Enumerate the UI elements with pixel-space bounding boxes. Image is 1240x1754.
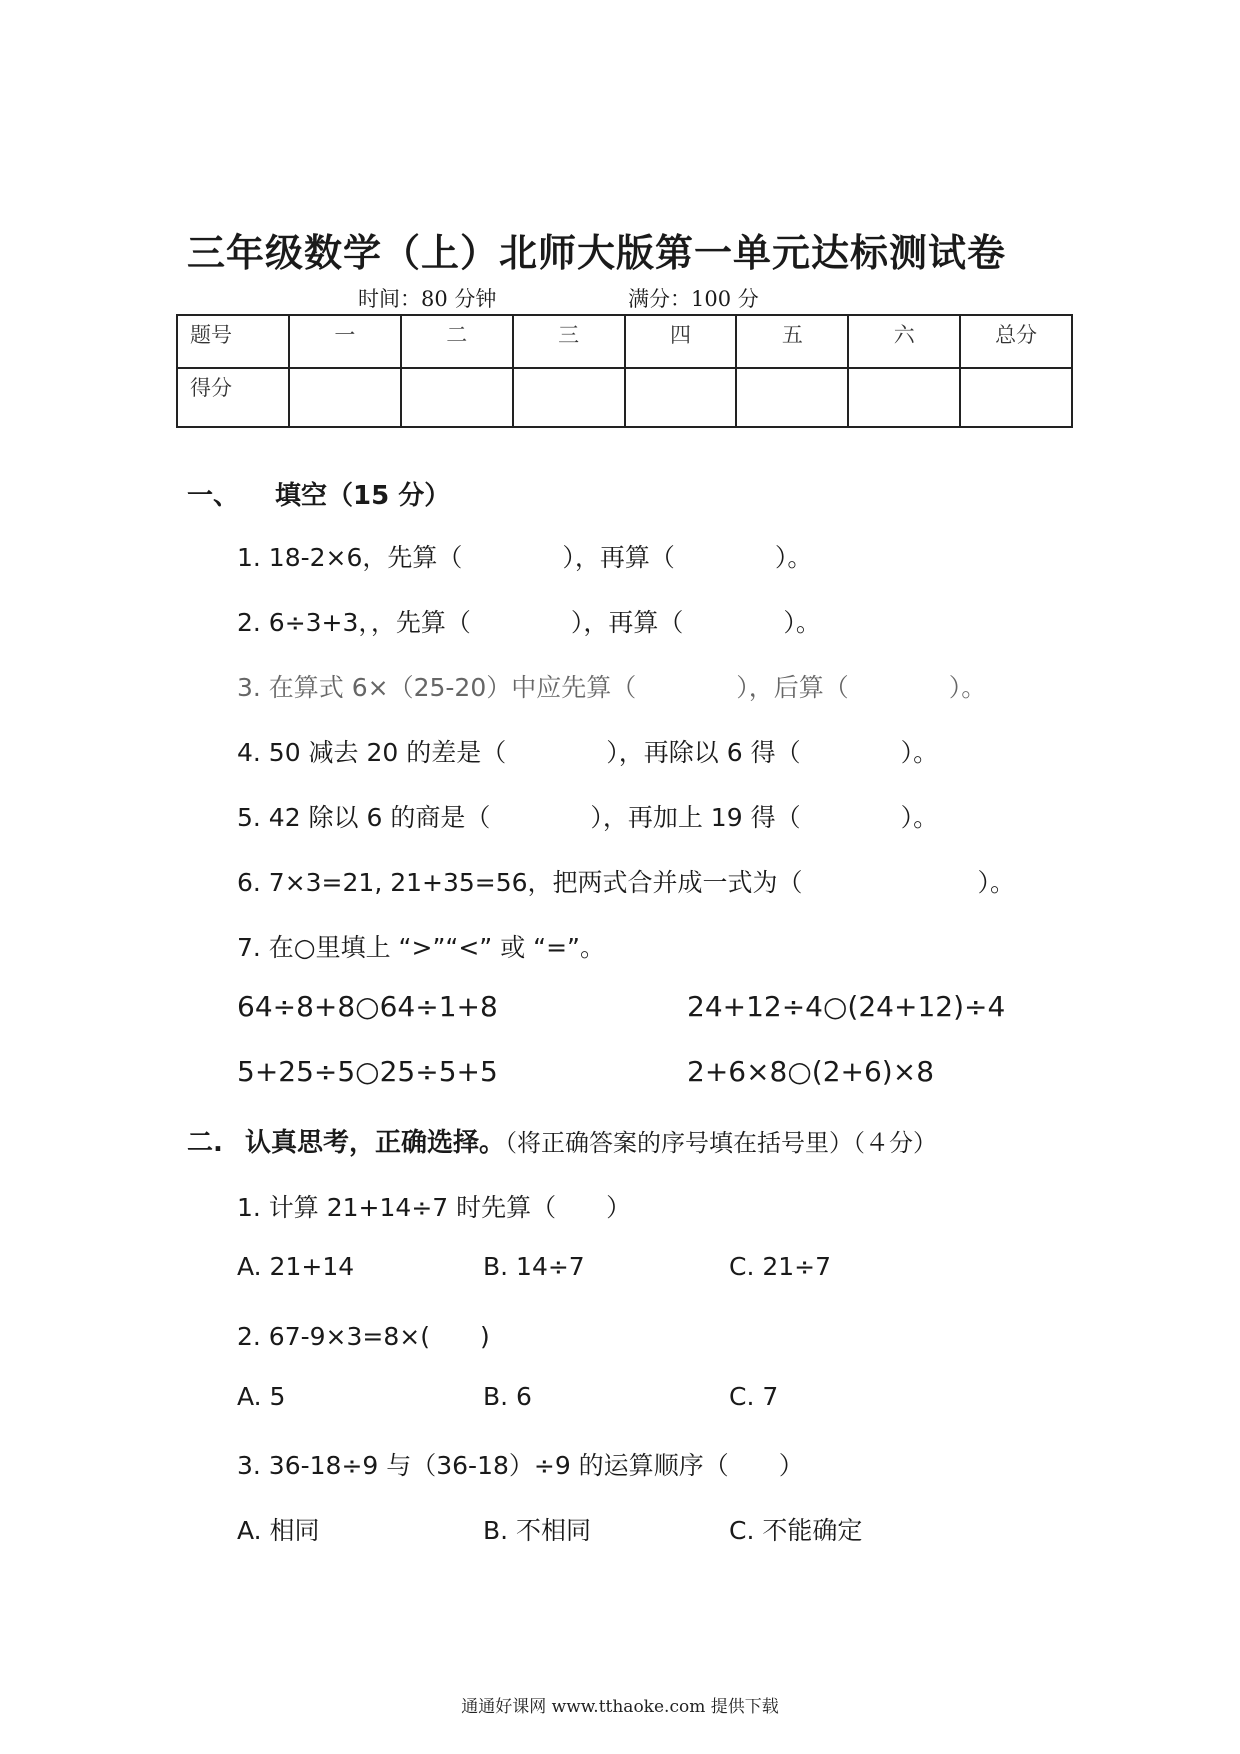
score-table-score-row: [177, 368, 1072, 427]
option-b[interactable]: B. 不相同: [483, 1516, 592, 1545]
footer-credit: 通通好课网 www.tthaoke.com 提供下载: [461, 1697, 779, 1717]
score-row-label: 得分: [177, 368, 289, 427]
option-a[interactable]: A. 21+14: [237, 1252, 355, 1281]
section-1-title: 填空（15 分）: [275, 481, 451, 511]
question-2-2: 2. 67-9×3=8×( ): [237, 1322, 490, 1351]
score-table: [176, 314, 1073, 428]
score-header-cell: 六: [848, 315, 960, 368]
question-1-6: 6. 7×3=21, 21+35=56，把两式合并成一式为（ ）。: [237, 868, 1016, 897]
section-1-heading: [187, 475, 450, 512]
option-b[interactable]: B. 14÷7: [483, 1252, 585, 1281]
question-2-3: 3. 36-18÷9 与（36-18）÷9 的运算顺序（ ）: [237, 1451, 804, 1480]
compare-expression: 2+6×8○(2+6)×8: [687, 1055, 935, 1088]
compare-expression: 24+12÷4○(24+12)÷4: [687, 990, 1006, 1023]
option-c[interactable]: C. 7: [729, 1382, 779, 1411]
score-header-cell: 三: [513, 315, 625, 368]
score-blank-cell[interactable]: [289, 368, 401, 427]
option-a[interactable]: A. 5: [237, 1382, 286, 1411]
section-2-note: （将正确答案的序号填在括号里）（４分）: [505, 1129, 938, 1157]
score-blank-cell[interactable]: [848, 368, 960, 427]
question-1-7: 7. 在○里填上 “>”“<” 或 “=”。: [237, 933, 606, 962]
score-header-cell: 总分: [960, 315, 1072, 368]
score-header-cell: 五: [736, 315, 848, 368]
option-c[interactable]: C. 不能确定: [729, 1516, 863, 1545]
compare-expression: 5+25÷5○25÷5+5: [237, 1055, 498, 1088]
section-2-heading: [187, 1122, 937, 1159]
question-1-1: 1. 18-2×6，先算（ ），再算（ ）。: [237, 543, 813, 572]
question-1-5: 5. 42 除以 6 的商是（ ），再加上 19 得（ ）。: [237, 803, 939, 832]
page-title: 三年级数学（上）北师大版第一单元达标测试卷: [187, 231, 1007, 275]
question-1-2: 2. 6÷3+3，，先算（ ），再算（ ）。: [237, 608, 821, 637]
score-header-cell: 四: [625, 315, 737, 368]
compare-expression: 64÷8+8○64÷1+8: [237, 990, 498, 1023]
score-blank-cell[interactable]: [401, 368, 513, 427]
option-c[interactable]: C. 21÷7: [729, 1252, 832, 1281]
question-1-3: 3. 在算式 6×（25-20）中应先算（ ），后算（ ）。: [237, 673, 987, 702]
exam-time: 时间：80 分钟: [358, 287, 497, 311]
score-blank-cell[interactable]: [513, 368, 625, 427]
full-score: 满分：100 分: [628, 287, 759, 311]
section-1-number: 一、: [187, 481, 240, 511]
option-a[interactable]: A. 相同: [237, 1516, 320, 1545]
score-header-cell: 二: [401, 315, 513, 368]
score-blank-cell[interactable]: [625, 368, 737, 427]
option-b[interactable]: B. 6: [483, 1382, 532, 1411]
section-2-number: 二.: [187, 1128, 223, 1158]
score-blank-cell[interactable]: [736, 368, 848, 427]
score-blank-cell[interactable]: [960, 368, 1072, 427]
score-header-cell: 一: [289, 315, 401, 368]
section-2-title: 认真思考，正确选择。: [245, 1128, 506, 1158]
question-2-1: 1. 计算 21+14÷7 时先算（ ）: [237, 1193, 632, 1222]
question-1-4: 4. 50 减去 20 的差是（ ），再除以 6 得（ ）。: [237, 738, 939, 767]
score-table-header-row: [177, 315, 1072, 368]
score-header-cell: 题号: [177, 315, 289, 368]
